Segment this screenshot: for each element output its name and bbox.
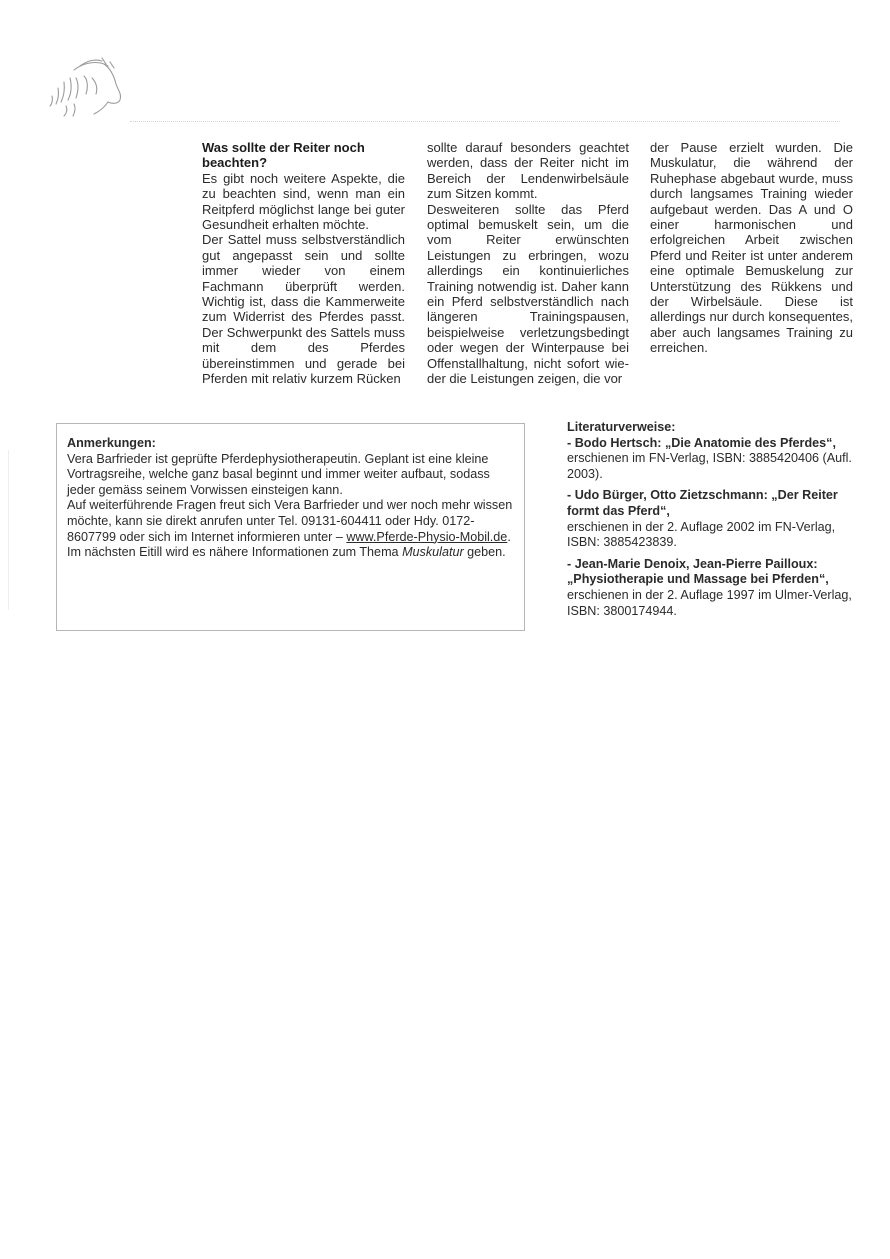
article-paragraph: der Pause erzielt wurden. Die Muskulatur, die während der Ruhephase abgebaut wurde, muss durch langsames Training wieder aufgebaut werden. Das A und O einer harmonischen und erfolgreichen Arbeit zwischen Pferd und Reiter ist unter anderem eine optimale Bemuskelung zur Unterstützung des Rükkens und der Wirbelsäule. Diese ist allerdings nur durch konsequentes, aber auch langsames Training zu erreichen. xyxy=(650,140,853,356)
article-paragraph: Der Sattel muss selbstverständlich gut angepasst sein und sollte immer wieder von einem Fachmann überprüft werden. Wichtig ist, dass die Kammerweite zum Widerrist des Pferdes passt. Der Schwerpunkt des Sattels muss mit dem des Pferdes übereinstimmen und gerade bei Pferden mit relativ kurzem Rücken xyxy=(202,232,405,387)
horse-head-logo xyxy=(44,48,130,124)
reference-head: - Udo Bürger, Otto Zietzschmann: „Der Reiter formt das Pferd“, xyxy=(567,488,838,518)
article-paragraph: Es gibt noch weitere Aspekte, die zu beachten sind, wenn man ein Reitpferd möglichst lange bei guter Gesundheit erhalten möchte. xyxy=(202,170,405,233)
website-link[interactable]: www.Pferde-Physio-Mobil.de xyxy=(346,529,508,544)
reference-item xyxy=(567,557,857,619)
reference-head: - Bodo Hertsch: „Die Anatomie des Pferdes“, xyxy=(567,435,836,450)
header-divider xyxy=(130,121,840,122)
notes-paragraph: Vera Barfrieder ist geprüfte Pferdephysiotherapeutin. Geplant ist eine kleine Vortragsreihe, welche ganz basal beginnt und immer weiter aufbaut, sodass jeder gemäss seinem Vorwissen einsteigen kann. xyxy=(67,451,490,497)
notes-punctuation: . xyxy=(507,529,511,544)
notes-paragraph xyxy=(67,545,514,561)
references-title: Literaturverweise: xyxy=(567,420,676,434)
horse-head-icon xyxy=(44,48,130,124)
reference-detail: erschienen in der 2. Auflage 2002 im FN-Verlag, ISBN: 3885423839. xyxy=(567,519,836,550)
notes-box xyxy=(56,423,525,631)
article-column-3 xyxy=(650,140,853,356)
notes-next-issue-text: Im nächsten Eitill wird es nähere Informationen zum Thema xyxy=(67,545,403,560)
reference-detail: erschienen im FN-Verlag, ISBN: 3885420406 (Aufl. 2003). xyxy=(567,451,852,481)
notes-paragraph xyxy=(67,498,514,545)
article-heading: Was sollte der Reiter noch beachten? xyxy=(202,140,365,171)
scan-margin-mark xyxy=(8,450,9,610)
article-paragraph: sollte darauf besonders geachtet werden, dass der Reiter nicht im Bereich der Lendenwirbelsäule zum Sitzen kommt. xyxy=(427,140,629,202)
reference-item xyxy=(567,436,857,483)
reference-detail: erschienen in der 2. Auflage 1997 im Ulmer-Verlag, ISBN: 3800174944. xyxy=(567,587,852,618)
notes-contact-text: Auf weiterführende Fragen freut sich Vera Barfrieder und wer noch mehr wissen möchte, kann sie direkt anrufen unter Tel. 09131-604411 oder Hdy. 0172-8607799 oder sich im Internet informieren unter – xyxy=(67,498,513,544)
notes-title: Anmerkungen: xyxy=(67,436,156,450)
article-paragraph: Desweiteren sollte das Pferd optimal bemuskelt sein, um die vom Reiter erwünschten Leistungen zu erbringen, wozu allerdings ein kontinuierliches Training notwendig ist. Daher kann ein Pferd selbstverständlich nach längeren Trainingspausen, beispielweise verletzungsbedingt oder wegen der Winterpause bei Offenstallhaltung, nicht sofort wieder die Leistungen zeigen, die vor xyxy=(427,201,629,387)
notes-next-issue-end: geben. xyxy=(463,545,506,560)
notes-topic: Muskulatur xyxy=(402,545,464,560)
article-column-2 xyxy=(427,140,629,387)
reference-item xyxy=(567,488,857,550)
article-column-1 xyxy=(202,140,405,387)
reference-head: - Jean-Marie Denoix, Jean-Pierre Pailloux: „Physiotherapie und Massage bei Pferden“, xyxy=(567,556,829,587)
references-section xyxy=(567,420,857,625)
